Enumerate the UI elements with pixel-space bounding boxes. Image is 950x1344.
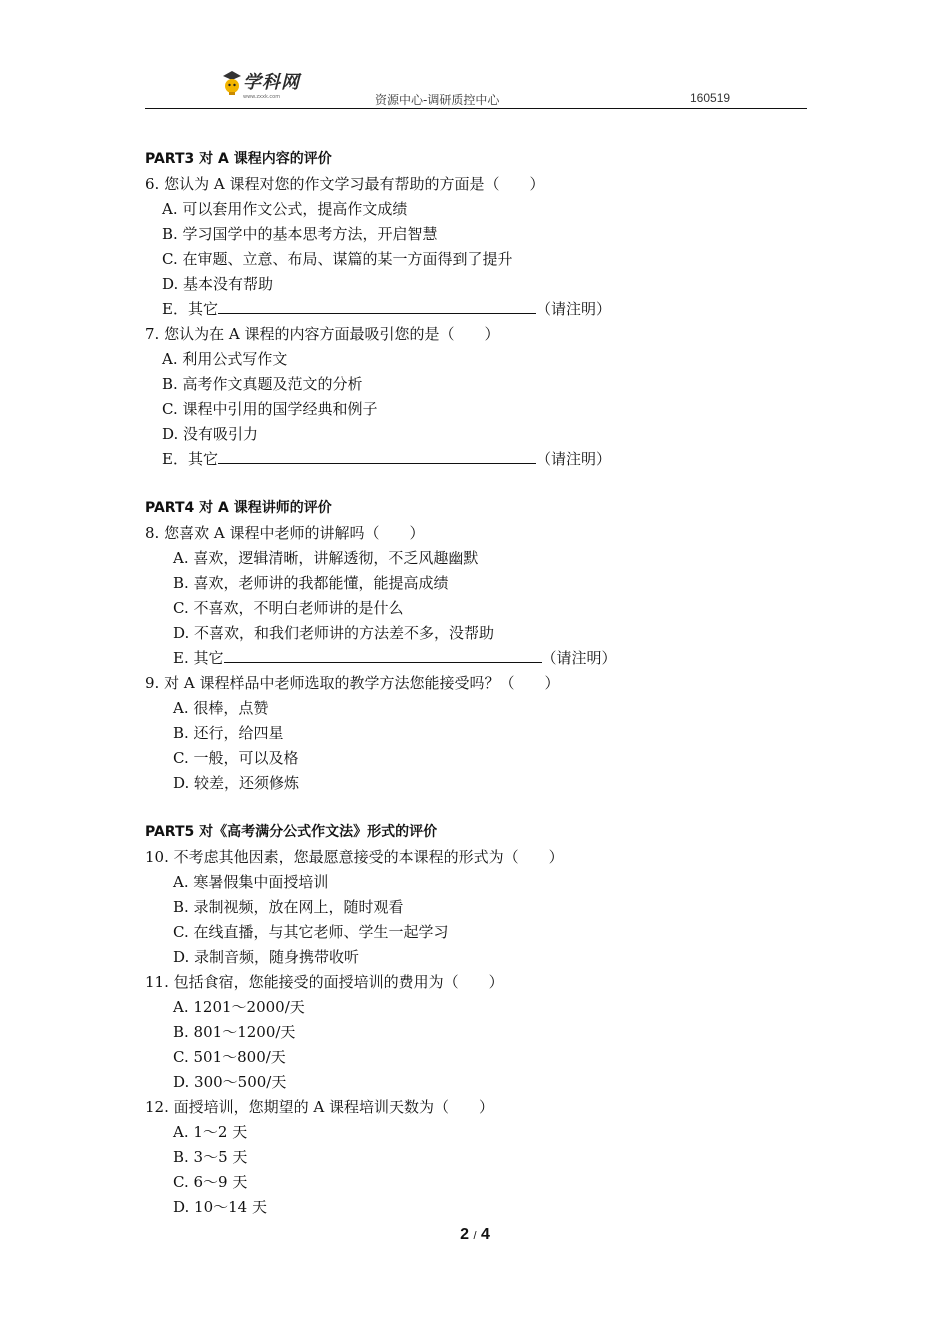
question-6-option-c: C. 在审题、立意、布局、谋篇的某一方面得到了提升 — [162, 250, 513, 268]
question-8: 8. 您喜欢 A 课程中老师的讲解吗（ ） — [145, 524, 425, 542]
question-8-option-a: A. 喜欢，逻辑清晰，讲解透彻，不乏风趣幽默 — [173, 549, 479, 567]
page-header — [145, 64, 807, 109]
question-8-option-d: D. 不喜欢，和我们老师讲的方法差不多，没帮助 — [173, 624, 495, 642]
question-7-option-e — [162, 449, 611, 469]
site-logo — [221, 68, 307, 102]
part3-title: PART3 对 A 课程内容的评价 — [145, 151, 332, 167]
option-e-note: （请注明） — [535, 300, 611, 318]
fill-in-blank — [224, 648, 542, 663]
question-11: 11. 包括食宿，您能接受的面授培训的费用为（ ） — [145, 973, 504, 991]
question-11-option-d: D. 300～500/天 — [173, 1073, 287, 1091]
question-7-option-b: B. 高考作文真题及范文的分析 — [162, 375, 363, 393]
question-6-option-b: B. 学习国学中的基本思考方法，开启智慧 — [162, 225, 438, 243]
question-6: 6. 您认为 A 课程对您的作文学习最有帮助的方面是（ ） — [145, 175, 545, 193]
question-9-option-d: D. 较差，还须修炼 — [173, 774, 300, 792]
question-11-option-b: B. 801～1200/天 — [173, 1023, 296, 1041]
question-12-option-b: B. 3～5 天 — [173, 1148, 248, 1166]
fill-in-blank — [218, 449, 536, 464]
part4-title: PART4 对 A 课程讲师的评价 — [145, 500, 332, 516]
question-10-option-c: C. 在线直播，与其它老师、学生一起学习 — [173, 923, 449, 941]
question-10-option-d: D. 录制音频，随身携带收听 — [173, 948, 360, 966]
question-12: 12. 面授培训，您期望的 A 课程培训天数为（ ） — [145, 1098, 494, 1116]
logo-url: www.zxxk.com — [243, 94, 281, 100]
option-e-note: （请注明） — [541, 649, 617, 667]
header-title: 资源中心-调研质控中心 — [375, 93, 500, 107]
fill-in-blank — [218, 299, 536, 314]
question-12-option-d: D. 10～14 天 — [173, 1198, 267, 1216]
question-12-option-a: A. 1～2 天 — [173, 1123, 248, 1141]
page-number — [0, 1226, 950, 1244]
header-code: 160519 — [690, 91, 731, 105]
question-7-option-c: C. 课程中引用的国学经典和例子 — [162, 400, 378, 418]
logo-text: 学科网 — [243, 72, 300, 93]
question-6-option-d: D. 基本没有帮助 — [162, 275, 274, 293]
part5-title: PART5 对《高考满分公式作文法》形式的评价 — [145, 824, 438, 840]
question-6-option-e — [162, 299, 611, 319]
option-e-label: E．其它 — [162, 450, 218, 468]
question-11-option-c: C. 501～800/天 — [173, 1048, 286, 1066]
question-9: 9. 对 A 课程样品中老师选取的教学方法您能接受吗？（ ） — [145, 674, 560, 692]
question-11-option-a: A. 1201～2000/天 — [173, 998, 305, 1016]
option-e-label: E．其它 — [162, 300, 218, 318]
total-pages: 4 — [480, 1226, 490, 1243]
option-e-note: （请注明） — [535, 450, 611, 468]
page-separator: / — [473, 1230, 477, 1242]
question-9-option-c: C. 一般，可以及格 — [173, 749, 299, 767]
question-12-option-c: C. 6～9 天 — [173, 1173, 248, 1191]
question-10-option-a: A. 寒暑假集中面授培训 — [173, 873, 329, 891]
question-9-option-b: B. 还行，给四星 — [173, 724, 284, 742]
question-8-option-e — [173, 648, 617, 668]
question-7-option-a: A. 利用公式写作文 — [162, 350, 288, 368]
question-8-option-b: B. 喜欢，老师讲的我都能懂，能提高成绩 — [173, 574, 449, 592]
question-9-option-a: A. 很棒，点赞 — [173, 699, 269, 717]
question-10: 10. 不考虑其他因素，您最愿意接受的本课程的形式为（ ） — [145, 848, 564, 866]
option-e-label: E. 其它 — [173, 649, 224, 667]
question-7-option-d: D. 没有吸引力 — [162, 425, 259, 443]
question-6-option-a: A. 可以套用作文公式，提高作文成绩 — [162, 200, 408, 218]
logo-mascot-icon — [221, 70, 243, 96]
question-8-option-c: C. 不喜欢，不明白老师讲的是什么 — [173, 599, 404, 617]
current-page: 2 — [460, 1226, 470, 1243]
question-7: 7. 您认为在 A 课程的内容方面最吸引您的是（ ） — [145, 325, 500, 343]
question-10-option-b: B. 录制视频，放在网上，随时观看 — [173, 898, 404, 916]
